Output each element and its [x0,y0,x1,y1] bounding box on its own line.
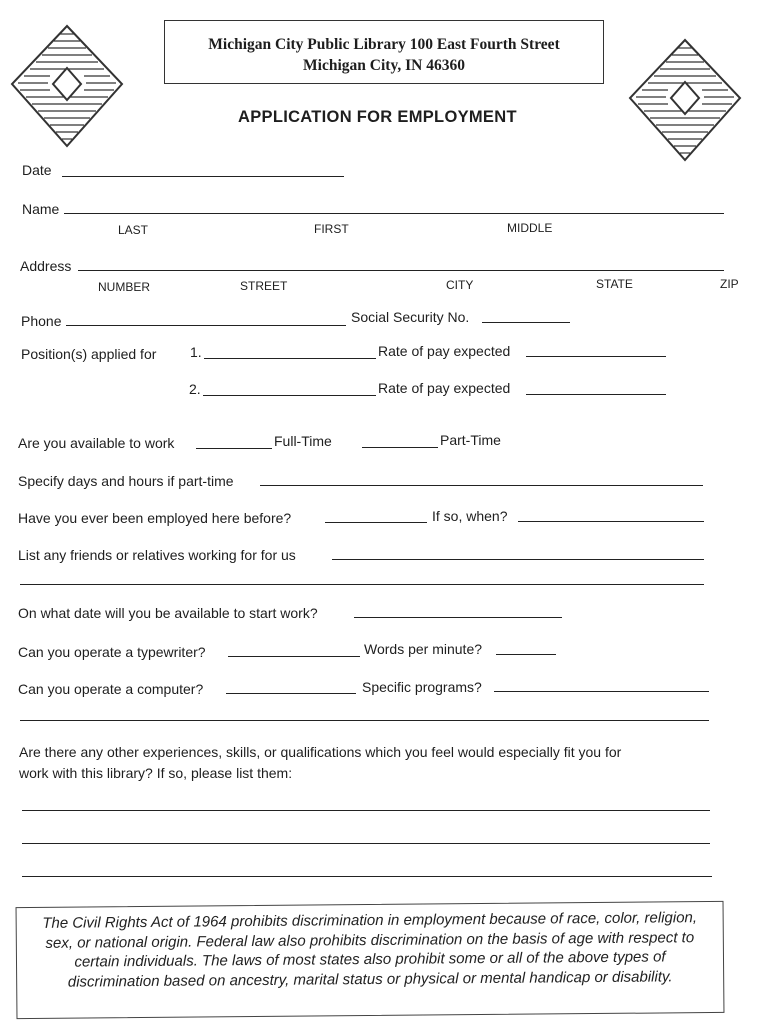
wpm-field[interactable] [496,654,556,655]
available-label: Are you available to work [18,435,175,451]
start-date-field[interactable] [354,617,562,618]
name-label: Name [22,201,60,217]
programs-field-continued[interactable] [20,720,709,721]
address-field[interactable] [78,270,724,271]
typewriter-field[interactable] [228,656,360,657]
position-1-number: 1. [190,344,202,360]
computer-label: Can you operate a computer? [18,681,204,697]
name-middle-caption: MIDDLE [507,221,553,235]
position-2-field[interactable] [203,395,376,396]
position-1-field[interactable] [204,358,376,359]
ssn-field[interactable] [482,322,570,323]
friends-field-continued[interactable] [20,584,704,585]
date-field[interactable] [62,176,344,177]
experience-answer-line-3[interactable] [22,876,712,877]
friends-label: List any friends or relatives working for for us [18,547,296,563]
address-zip-caption: ZIP [720,277,739,291]
civil-rights-notice [16,901,725,1019]
page-title: APPLICATION FOR EMPLOYMENT [238,108,517,126]
wpm-label: Words per minute? [364,641,483,657]
if-so-when-label: If so, when? [432,508,508,524]
address-label: Address [20,258,72,274]
experience-question-line2: work with this library? If so, please list them: [19,765,293,781]
name-first-caption: FIRST [314,222,349,236]
typewriter-label: Can you operate a typewriter? [18,644,206,660]
civil-rights-notice-text: The Civil Rights Act of 1964 prohibits discrimination in employment because of race, color, religion, sex, or national origin. Federal law also prohibits discrimination on the basis of age with respect to certain individuals. The laws of most states also prohibit some or all of the above types of discrimination based on ancestry, marital status or physical or mental handicap or disability. [42,909,698,991]
library-name-line: Michigan City Public Library 100 East Fourth Street [208,36,560,53]
full-time-field[interactable] [196,448,272,449]
computer-field[interactable] [226,693,356,694]
friends-field[interactable] [332,559,704,560]
name-last-caption: LAST [118,223,149,237]
name-field[interactable] [64,213,724,214]
experience-answer-line-1[interactable] [22,810,710,811]
address-city-caption: CITY [446,278,474,292]
ssn-label: Social Security No. [351,309,470,325]
rate-2-field[interactable] [526,394,666,395]
if-so-when-field[interactable] [518,521,704,522]
position-label: Position(s) applied for [21,346,157,362]
programs-label: Specific programs? [362,679,482,695]
start-date-label: On what date will you be available to start work? [18,605,318,621]
days-hours-field[interactable] [260,485,703,486]
rate-2-label: Rate of pay expected [378,380,511,396]
address-street-caption: STREET [240,279,288,293]
experience-answer-line-2[interactable] [22,843,710,844]
library-address-box [164,20,604,84]
rate-1-label: Rate of pay expected [378,343,511,359]
days-hours-label: Specify days and hours if part-time [18,473,234,489]
library-logo-left [8,24,126,150]
phone-field[interactable] [66,325,346,326]
date-label: Date [22,162,52,178]
address-number-caption: NUMBER [98,280,151,294]
address-state-caption: STATE [596,277,633,291]
position-2-number: 2. [189,381,201,397]
part-time-field[interactable] [362,447,438,448]
library-city-line: Michigan City, IN 46360 [303,57,465,74]
experience-question-line1: Are there any other experiences, skills, or qualifications which you feel would especially fit you for [19,744,622,760]
rate-1-field[interactable] [526,356,666,357]
library-logo-right [626,38,744,164]
programs-field[interactable] [494,691,709,692]
phone-label: Phone [21,313,62,329]
part-time-label: Part-Time [440,432,501,448]
employed-before-label: Have you ever been employed here before? [18,510,292,526]
employed-before-field[interactable] [325,522,427,523]
full-time-label: Full-Time [274,433,332,449]
